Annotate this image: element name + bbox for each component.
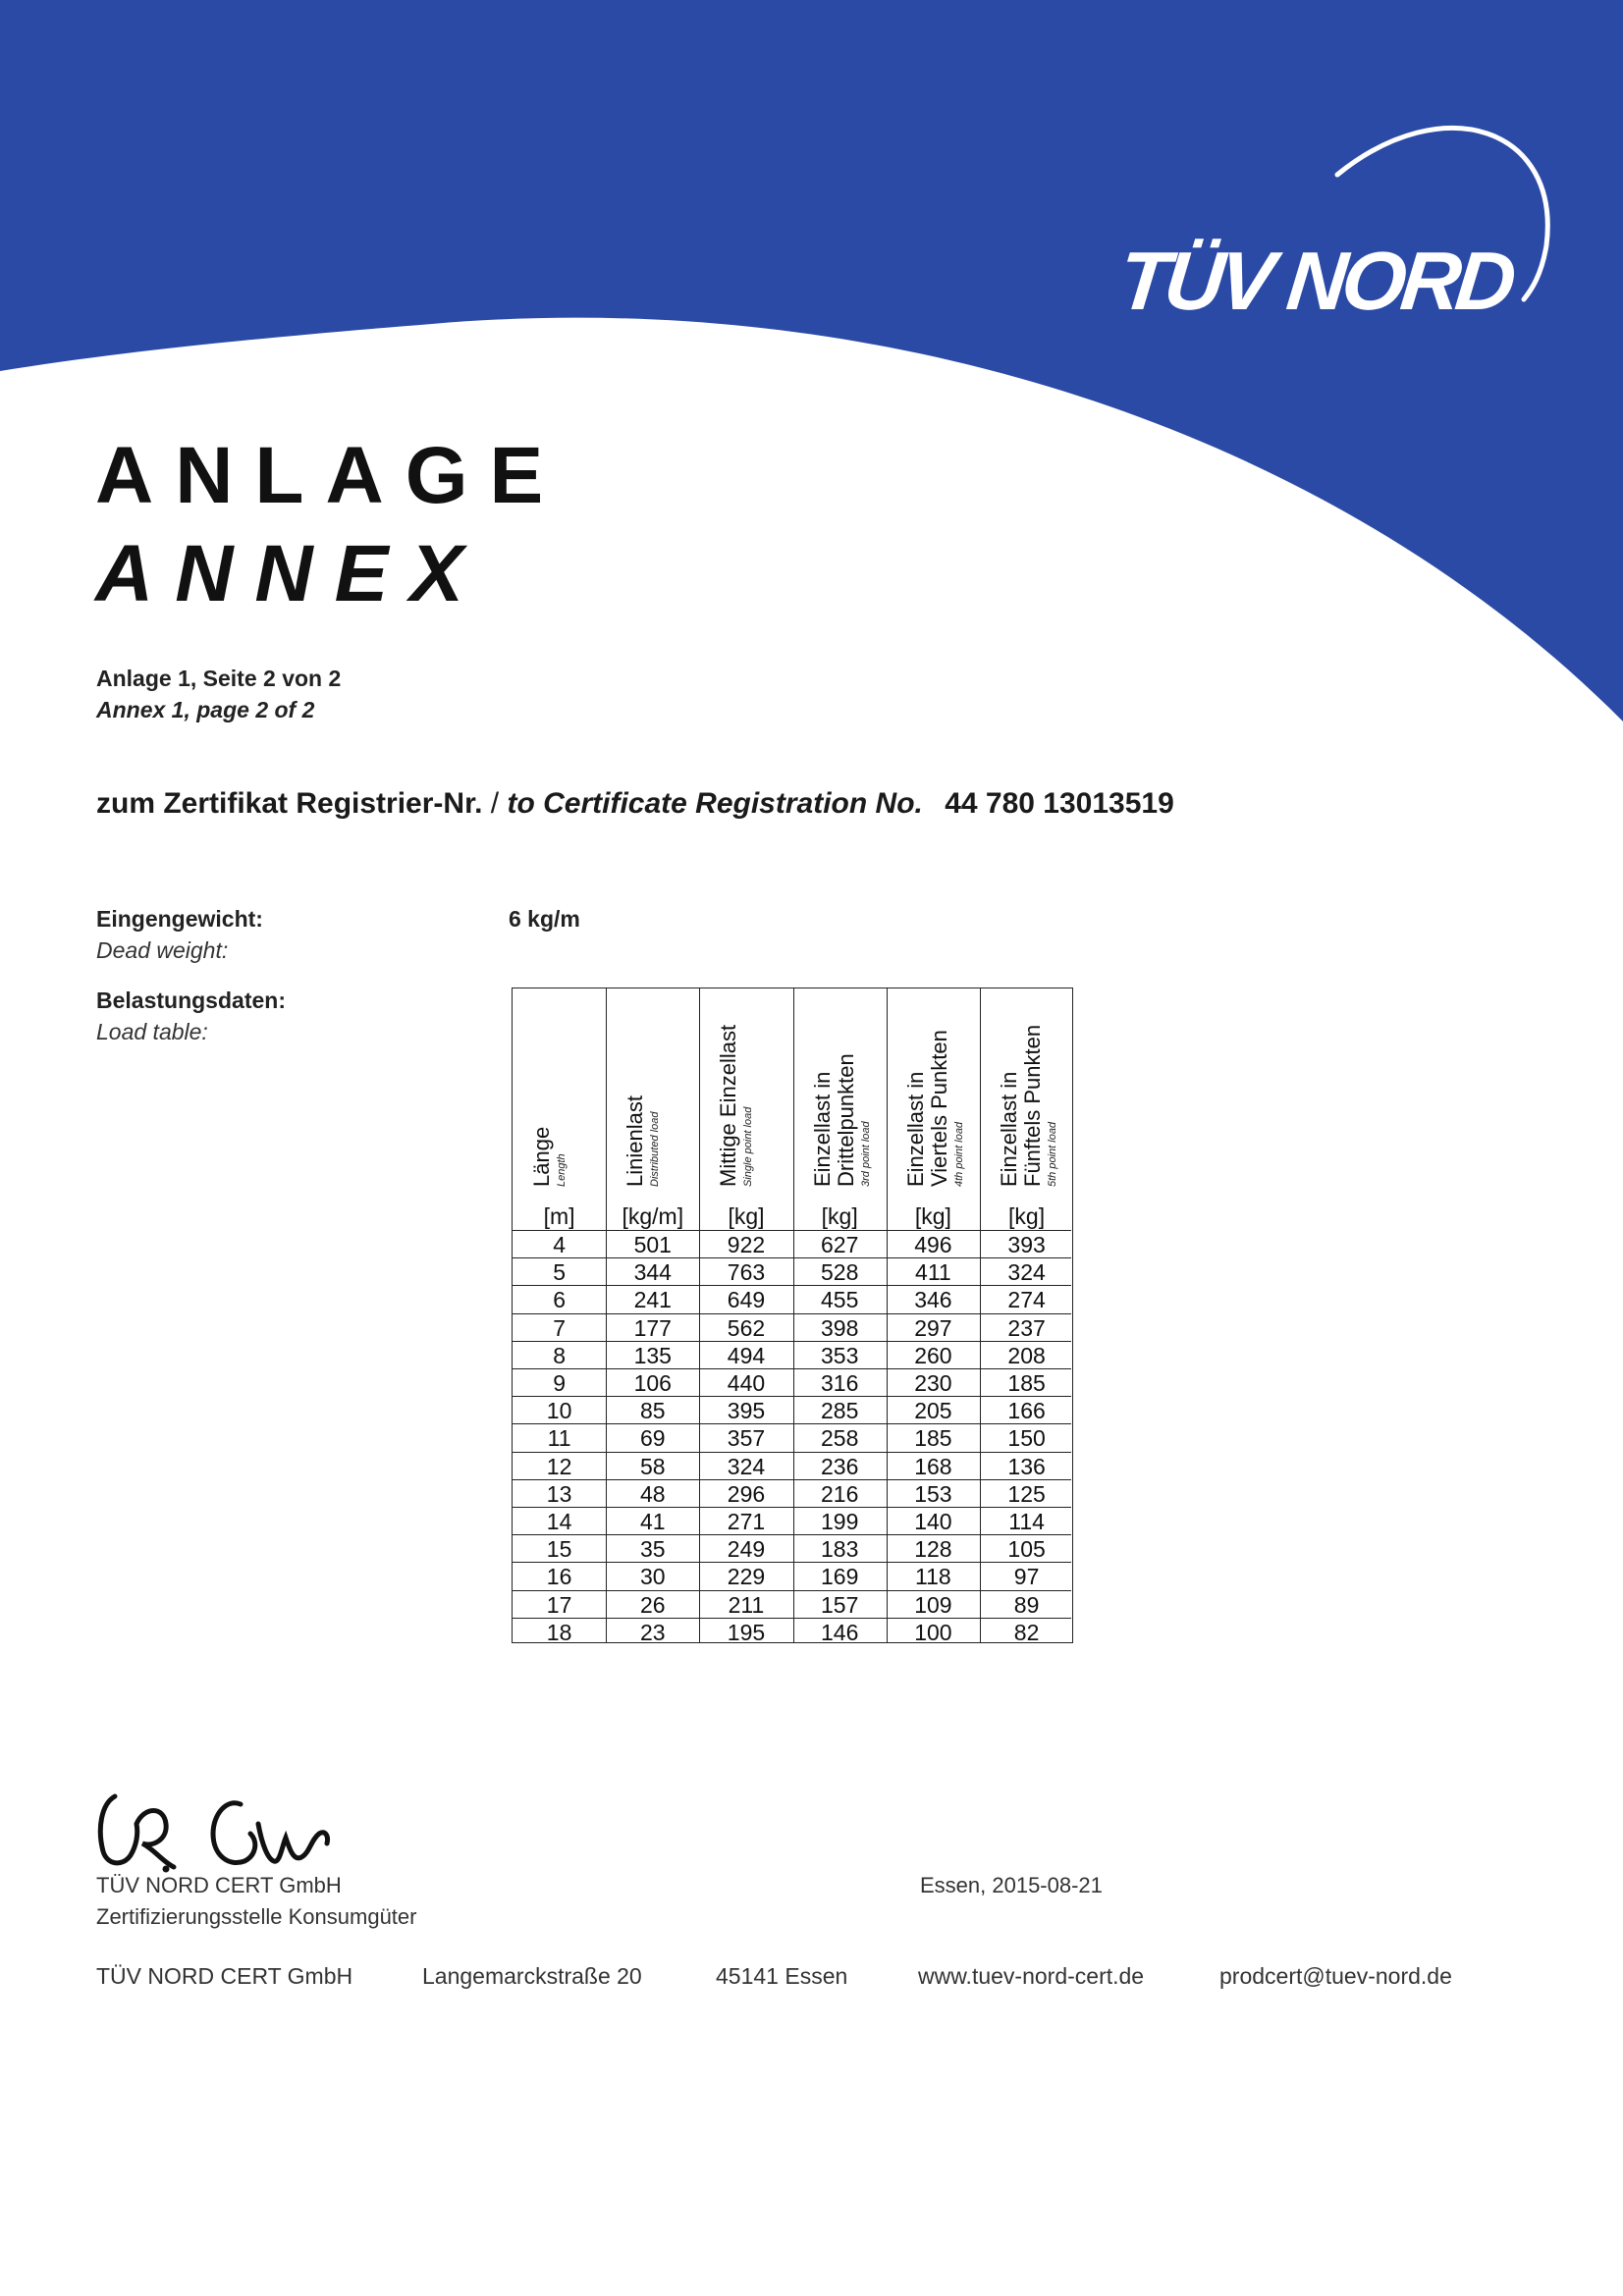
- table-row: [513, 1257, 1071, 1285]
- table-cell: 627: [821, 1232, 859, 1257]
- table-cell: 440: [727, 1370, 766, 1396]
- table-cell: 13: [546, 1480, 572, 1507]
- table-cell: 48: [639, 1480, 666, 1507]
- table-cell: 35: [639, 1536, 666, 1563]
- table-cell: 494: [727, 1342, 766, 1368]
- table-cell: 297: [914, 1314, 952, 1341]
- footer-street: Langemarckstraße 20: [422, 1963, 642, 1989]
- table-header-label-en: Distributed load: [649, 1111, 662, 1187]
- table-cell: 241: [633, 1287, 672, 1313]
- table-unit-cell: [kg]: [914, 1203, 951, 1229]
- table-header-label-de: Einzellast in: [997, 1071, 1021, 1187]
- table-cell: 296: [727, 1480, 766, 1507]
- table-header-label-en: 4th point load: [952, 1121, 965, 1187]
- table-cell: 229: [727, 1564, 766, 1590]
- table-row: [513, 1230, 1071, 1257]
- table-row: [513, 1479, 1071, 1507]
- table-cell: 69: [639, 1425, 666, 1452]
- table-cell: 85: [639, 1398, 666, 1424]
- table-header-cell: [793, 988, 887, 1195]
- table-cell: 82: [1013, 1619, 1040, 1645]
- table-cell: 763: [727, 1259, 766, 1286]
- certificate-line: [96, 787, 1174, 821]
- table-header-label-en: 3rd point load: [859, 1121, 872, 1187]
- table-cell: 128: [914, 1536, 952, 1563]
- title-annex: ANNEX: [95, 529, 486, 618]
- table-cell: 30: [639, 1564, 666, 1590]
- table-cell: 185: [914, 1425, 952, 1452]
- table-header-cell: [513, 988, 606, 1195]
- table-row: [513, 1590, 1071, 1618]
- dead-weight-value: 6 kg/m: [509, 906, 580, 932]
- table-cell: 237: [1007, 1314, 1046, 1341]
- table-header-cell: [606, 988, 699, 1195]
- table-cell: 168: [914, 1453, 952, 1479]
- tuv-nord-logo: TÜV NORD: [1114, 235, 1516, 327]
- footer-city: 45141 Essen: [716, 1963, 848, 1989]
- table-cell: 153: [914, 1480, 952, 1507]
- page-info-de: Anlage 1, Seite 2 von 2: [96, 666, 342, 691]
- table-cell: 922: [727, 1232, 766, 1257]
- signature-department: Zertifizierungsstelle Konsumgüter: [96, 1904, 417, 1929]
- table-cell: 136: [1007, 1453, 1046, 1479]
- table-cell: 105: [1007, 1536, 1046, 1563]
- load-table-label-de: Belastungsdaten:: [96, 988, 286, 1013]
- table-cell: 195: [727, 1619, 766, 1645]
- table-cell: 16: [546, 1564, 572, 1590]
- table-cell: 26: [639, 1591, 666, 1618]
- table-cell: 4: [553, 1232, 566, 1257]
- table-cell: 12: [546, 1453, 572, 1479]
- table-cell: 58: [639, 1453, 666, 1479]
- table-cell: 150: [1007, 1425, 1046, 1452]
- table-cell: 258: [821, 1425, 859, 1452]
- table-cell: 211: [728, 1591, 765, 1618]
- table-row: [513, 1562, 1071, 1589]
- table-row: [513, 1341, 1071, 1368]
- table-header-cell: [887, 988, 980, 1195]
- table-cell: 157: [821, 1591, 859, 1618]
- table-cell: 271: [727, 1509, 766, 1534]
- table-cell: 11: [547, 1425, 571, 1452]
- table-cell: 316: [821, 1370, 859, 1396]
- table-cell: 411: [915, 1259, 951, 1286]
- table-header-cell: [980, 988, 1073, 1195]
- table-row: [513, 1396, 1071, 1423]
- certificate-label-en: to Certificate Registration No.: [507, 787, 923, 820]
- table-cell: 18: [546, 1619, 572, 1645]
- dead-weight-label-de: Eingengewicht:: [96, 906, 263, 932]
- certificate-number: 44 780 13013519: [945, 787, 1174, 820]
- table-cell: 208: [1007, 1342, 1046, 1368]
- certificate-separator: /: [490, 787, 500, 820]
- table-row: [513, 1534, 1071, 1562]
- place-date: Essen, 2015-08-21: [920, 1873, 1103, 1897]
- table-cell: 6: [553, 1287, 566, 1313]
- table-header-label-de: Drittelpunkten: [833, 1053, 858, 1187]
- table-cell: 216: [821, 1480, 859, 1507]
- table-row: [513, 1618, 1071, 1645]
- table-cell: 205: [914, 1398, 952, 1424]
- table-cell: 649: [727, 1287, 766, 1313]
- table-unit-cell: [kg]: [1008, 1203, 1046, 1229]
- table-cell: 274: [1007, 1287, 1046, 1313]
- table-header-label-de: Viertels Punkten: [926, 1030, 951, 1187]
- table-cell: 346: [914, 1287, 952, 1313]
- signature: [93, 1785, 349, 1883]
- table-cell: 183: [821, 1536, 859, 1563]
- table-cell: 249: [727, 1536, 766, 1563]
- table-cell: 125: [1007, 1480, 1046, 1507]
- table-unit-cell: [kg]: [821, 1203, 858, 1229]
- footer-email[interactable]: prodcert@tuev-nord.de: [1219, 1963, 1452, 1989]
- table-cell: 118: [915, 1564, 951, 1590]
- table-cell: 5: [553, 1259, 566, 1286]
- table-header-label-de: Linienlast: [622, 1095, 648, 1187]
- table-header-label-en: Single point load: [742, 1106, 755, 1187]
- footer-website[interactable]: www.tuev-nord-cert.de: [918, 1963, 1145, 1989]
- table-cell: 230: [914, 1370, 952, 1396]
- table-cell: 146: [821, 1619, 859, 1645]
- table-cell: 89: [1013, 1591, 1040, 1618]
- title-anlage: ANLAGE: [95, 431, 566, 520]
- table-row: [513, 1285, 1071, 1312]
- table-cell: 14: [546, 1509, 572, 1534]
- table-header-label-de: Einzellast in: [902, 1071, 928, 1187]
- table-row: [513, 1423, 1071, 1451]
- table-cell: 7: [553, 1314, 566, 1341]
- table-header-label-en: Length: [556, 1153, 568, 1187]
- table-header-label-en: 5th point load: [1047, 1121, 1058, 1187]
- table-cell: 324: [727, 1453, 766, 1479]
- certificate-label-de: zum Zertifikat Registrier-Nr.: [96, 787, 483, 820]
- table-cell: 41: [639, 1509, 666, 1534]
- table-cell: 23: [639, 1619, 666, 1645]
- table-header-cell: [699, 988, 792, 1195]
- table-cell: 9: [553, 1370, 566, 1396]
- table-cell: 109: [914, 1591, 952, 1618]
- table-row: [513, 1313, 1071, 1341]
- table-cell: 185: [1007, 1370, 1046, 1396]
- table-header-label-de: Einzellast in: [809, 1071, 835, 1187]
- table-cell: 15: [546, 1536, 572, 1563]
- table-row: [513, 1368, 1071, 1396]
- table-cell: 562: [727, 1314, 766, 1341]
- table-cell: 199: [821, 1509, 859, 1534]
- table-header-label-de: Mittige Einzellast: [716, 1024, 741, 1187]
- table-unit-cell: [kg/m]: [622, 1203, 684, 1229]
- table-cell: 324: [1007, 1259, 1046, 1286]
- dead-weight-label-en: Dead weight:: [96, 937, 229, 963]
- table-cell: 140: [914, 1509, 952, 1534]
- table-cell: 344: [633, 1259, 672, 1286]
- footer-company: TÜV NORD CERT GmbH: [96, 1963, 353, 1989]
- page-info-en: Annex 1, page 2 of 2: [96, 697, 315, 722]
- table-cell: 398: [821, 1314, 859, 1341]
- load-table: [512, 988, 1073, 1643]
- table-header-label-de: Länge: [529, 1126, 554, 1187]
- table-cell: 8: [553, 1342, 566, 1368]
- table-cell: 236: [821, 1453, 859, 1479]
- table-cell: 357: [727, 1425, 766, 1452]
- table-unit-cell: [m]: [543, 1203, 575, 1229]
- table-cell: 177: [633, 1314, 672, 1341]
- table-cell: 97: [1013, 1564, 1040, 1590]
- table-row: [513, 1507, 1071, 1534]
- table-cell: 393: [1007, 1232, 1046, 1257]
- signature-company: TÜV NORD CERT GmbH: [96, 1873, 342, 1897]
- table-unit-cell: [kg]: [728, 1203, 765, 1229]
- table-cell: 395: [727, 1398, 766, 1424]
- table-cell: 169: [821, 1564, 859, 1590]
- load-table-label-en: Load table:: [96, 1019, 208, 1044]
- table-cell: 285: [821, 1398, 859, 1424]
- table-cell: 455: [821, 1287, 859, 1313]
- table-header-label-de: Fünftels Punkten: [1020, 1024, 1045, 1187]
- table-row: [513, 1452, 1071, 1479]
- table-cell: 114: [1008, 1509, 1045, 1534]
- table-cell: 106: [633, 1370, 672, 1396]
- table-cell: 135: [633, 1342, 672, 1368]
- table-unit-row: [513, 1202, 1071, 1230]
- table-cell: 353: [821, 1342, 859, 1368]
- table-cell: 100: [914, 1619, 952, 1645]
- table-cell: 496: [914, 1232, 952, 1257]
- table-cell: 17: [546, 1591, 572, 1618]
- table-cell: 166: [1007, 1398, 1046, 1424]
- table-cell: 260: [914, 1342, 952, 1368]
- table-cell: 501: [633, 1232, 672, 1257]
- table-cell: 10: [546, 1398, 572, 1424]
- table-cell: 528: [821, 1259, 859, 1286]
